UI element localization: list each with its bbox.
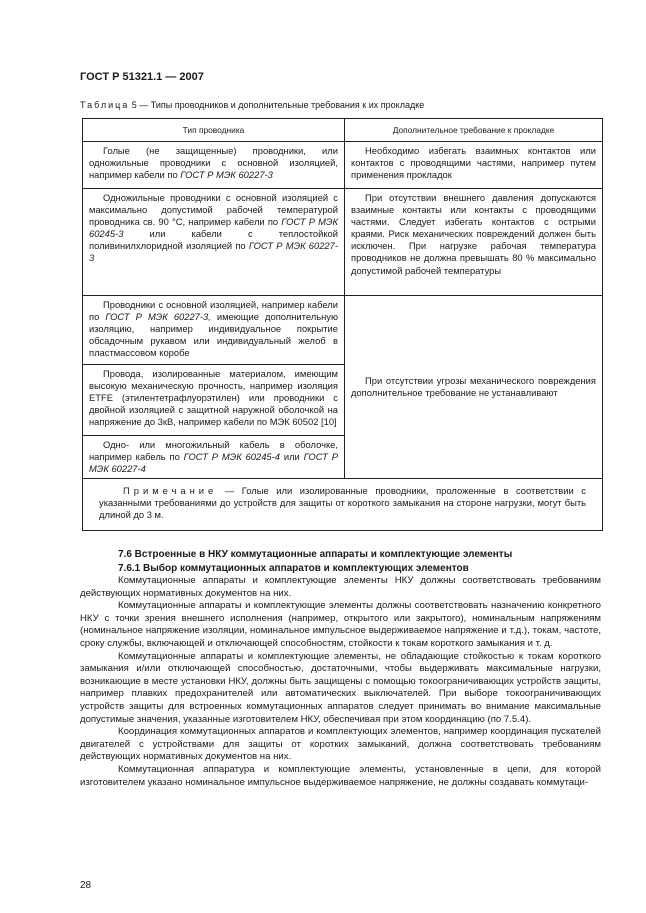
standard-ref: ГОСТ Р МЭК 60227-3 xyxy=(180,169,273,181)
cell-text: При отсутствии внешнего давления допускаются взаимные контакты или контакты с проводящими частями. Следует избегать контактов с острыми краями. Риск механических повреждений должен быть исключен. При нагрузке рабочая температура проводников не должна превышать 80 % максимально допустимой рабочей температуры xyxy=(351,192,596,276)
table-row xyxy=(83,189,603,296)
table-caption-word: Таблица xyxy=(80,100,130,110)
paragraph: Коммутационные аппараты и комплектующие элементы должны соответствовать назначению конкретного НКУ с точки зрения внешнего исполнения (например, открытого или закрытого), номинальным напряжениям (номинальное напряжение изоляции, номинальное импульсное выдерживаемое напряжение и т.д.), токам, частоте, сроку службы, включающей и отключающей способностям, стойкости к токам короткого замыкания и т. д. xyxy=(80,600,601,649)
cell-text: При отсутствии угрозы механического повреждения дополнительное требование не устанавливают xyxy=(351,375,596,399)
cell-text: или кабели с теплостойкой поливинилхлоридной изоляцией по xyxy=(89,228,338,252)
note-label: Примечание xyxy=(123,485,218,497)
standard-ref: ГОСТ Р МЭК 60245-3 xyxy=(89,216,338,240)
cell-text: имеющие дополнительную изоляцию, например индивидуальное покрытие обсадочным рукавом или индивидуальный желоб в пластмассовом коробе xyxy=(89,311,339,359)
cell-text: Проводники с основной изоляцией, например кабели по xyxy=(89,299,338,323)
note-text: — Голые или изолированные проводники, проложенные в соответствии с указанными требованиями до устройств для защиты от короткого замыкания на стороне нагрузки, могут быть длиной до 3 м. xyxy=(99,485,586,521)
cell-text: Провода, изолированные материалом, имеющим высокую механическую прочность, например изоляция ETFE (этилентетрафлуорэтилен) или проводники с двойной изоляцией с защитной наружной оболочкой на напряжение до 3кВ, например кабели по МЭК 60502 [10] xyxy=(89,368,338,428)
table-header-row xyxy=(83,119,603,142)
col-header-conductor-type: Тип проводника xyxy=(83,119,345,142)
standard-ref: ГОСТ Р МЭК 60227-3 xyxy=(89,240,338,264)
paragraph: Коммутационная аппаратура и комплектующие элементы, установленные в цепи, для которой изготовителем указано номинальное импульсное выдерживаемое напряжение, не должны создавать коммутаци- xyxy=(80,763,601,788)
table-cell xyxy=(345,142,603,189)
table-caption xyxy=(80,100,424,110)
table-caption-text: 5 — Типы проводников и дополнительные требования к их прокладке xyxy=(129,100,425,110)
section-heading: 7.6 Встроенные в НКУ коммутационные аппараты и комплектующие элементы xyxy=(118,549,513,560)
table-row xyxy=(83,296,603,365)
conductor-table xyxy=(82,118,603,531)
table-cell xyxy=(83,142,345,189)
table-cell xyxy=(345,189,603,296)
table-row xyxy=(83,142,603,189)
table-cell xyxy=(83,365,345,436)
cell-text: Голые (не защищенные) проводники, или одножильные проводники с основной изоляцией, например кабели по xyxy=(89,145,338,181)
standard-ref: ГОСТ Р МЭК 60245-4 xyxy=(183,451,280,463)
table-cell-merged xyxy=(345,296,603,479)
paragraph: Коммутационные аппараты и комплектующие элементы, не обладающие стойкостью к токам короткого замыкания и/или отключающей способностью, достаточными, чтобы выдерживать максимальные нагрузки, возникающие в месте установки НКУ, должны быть защищены с помощью токоограничивающих устройств защиты, например плавких предохранителей или автоматических выключателей. При выборе токоограничивающих устройств защиты для встроенных коммутационных аппаратов следует принимать во внимание максимальные допустимые значения, указанные изготовителем НКУ, обеспечивая при этом координацию (по 7.5.4). xyxy=(80,650,601,725)
table-cell xyxy=(83,296,345,365)
section-body xyxy=(80,548,601,789)
table-note-row xyxy=(83,479,603,530)
subsection-heading: 7.6.1 Выбор коммутационных аппаратов и комплектующих элементов xyxy=(118,562,469,574)
paragraph: Коммутационные аппараты и комплектующие элементы НКУ должны соответствовать требованиям действующих нормативных документов на них. xyxy=(80,575,601,599)
cell-text: Одно- или многожильный кабель в оболочке, например кабель по xyxy=(89,439,338,463)
col-header-requirement: Дополнительное требование к прокладке xyxy=(345,119,603,142)
standard-ref: ГОСТ Р МЭК 60227-3, xyxy=(105,311,211,323)
page-number: 28 xyxy=(80,880,92,891)
table-note xyxy=(83,479,603,530)
paragraph: Координация коммутационных аппаратов и комплектующих элементов, например координация пускателей двигателей с устройствами для защиты от коротких замыканий, должна соответствовать требованиям действующих нормативных документов на них. xyxy=(80,726,601,763)
cell-text: Одножильные проводники с основной изоляцией с максимально допустимой рабочей температурой проводника св. 90 °С, например кабели по xyxy=(89,192,338,228)
cell-text: или xyxy=(279,451,304,463)
cell-text: Необходимо избегать взаимных контактов или контактов с проводящими частями, например путем применения прокладок xyxy=(351,145,596,181)
standard-ref: ГОСТ Р МЭК 60227-4 xyxy=(89,451,338,475)
table-cell xyxy=(83,436,345,479)
table-cell xyxy=(83,189,345,296)
document-header: ГОСТ Р 51321.1 — 2007 xyxy=(80,71,204,83)
